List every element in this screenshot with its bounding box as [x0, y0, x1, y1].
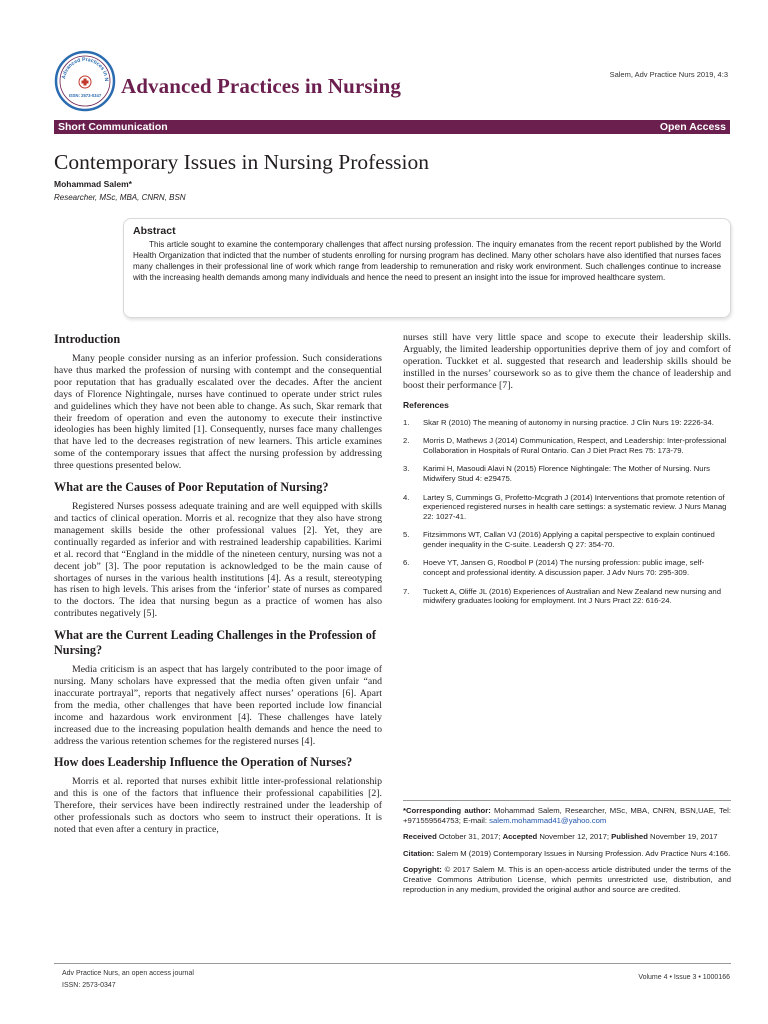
copyright-notice: Copyright: © 2017 Salem M. This is an open-access article distributed under the terms of the Creative Commons Attribution License, which permits unrestricted use, distribution, and reproduction in any medium, provided the original author and source are credited.	[403, 865, 731, 894]
causes-text: Registered Nurses possess adequate training and are well equipped with skills and tactics of clinical operation. Morris et al. recognize that they also have strong management skills beside the other professional values [2]. Yet, they are continually regarded as inferior and with restrained leadership capabilities. Karimi et al. record that “England in the middle of the nineteen century, nursing was not a decent job” [3]. The poor reputation is acknowledged to be the main cause of shortages of nurses in the various health institutions [4]. As a result, stereotyping has risen to high levels. This arises from the ‘inferior’ state of nurses as compared to the doctors. The idea that nursing begun as a practice of women has also contributes negatively [5].	[54, 501, 382, 620]
reference-item: 6. Hoeve YT, Jansen G, Roodbol P (2014) The nursing profession: public image, self-concept and professional identity. A discussion paper. J Adv Nurs 70: 295-309.	[403, 558, 705, 578]
challenges-heading: What are the Current Leading Challenges in the Profession of Nursing?	[54, 628, 376, 658]
leadership-text: Morris et al. reported that nurses exhibit little inter-professional relationship and this is one of the factors that influence their professional capabilities [2]. Therefore, their services have been indirectly restrained under the leadership of other professionals such as doctors who seem to instruct their operations. It is noted that even after a century in practice,	[54, 776, 382, 836]
challenges-text: Media criticism is an aspect that has largely contributed to the poor image of nursing. Many scholars have expressed that the media often given unfair “and inaccurate portrayal”, reports that negatively affect nurses’ operations [6]. Apart from the media, other challenges that have been reported include low financial income and hazardous work environment [4]. These challenges have lately increased due to the increasing population health demands and hence the need to address the various retention schemes for the registered nurses [4].	[54, 664, 382, 747]
logo-issn: ISSN: 2573-0347	[68, 93, 102, 98]
abstract-text: This article sought to examine the contemporary challenges that affect nursing profession. The inquiry emanates from the recent report published by the World Health Organization that indicted that the number of students enrolling for nursing program has declined. Many other scholars have also identified that nurses faces many challenges in their professional line of work which range from leadership to remuneration and risky work environment. Such challenges continue to increase with the increasing health demands among many individuals and hence the need to present an insight into the issue for improved healthcare system.	[133, 240, 721, 282]
left-column	[54, 332, 382, 844]
reference-item: 4. Lartey S, Cummings G, Profetto-Mcgrath J (2014) Interventions that promote retention of experienced registered nurses in health care settings: a systematic review. J Nurs Manag 22: 1027-41.	[403, 492, 727, 521]
journal-title: Advanced Practices in Nursing	[121, 74, 401, 98]
right-column	[403, 332, 731, 615]
article-type-banner	[54, 120, 730, 134]
leadership-text-continued: nurses still have very little space and scope to execute their leadership skills. Arguably, the limited leadership opportunities deprive them of joy and comfort of operation. Tuckket et al. suggested that research and leadership skills should be instilled in the nurses’ coursework so as to give them the chance of leadership and boost their performance [7].	[403, 332, 731, 391]
article-type-label: Short Communication	[58, 121, 168, 133]
article-citation: Citation: Salem M (2019) Contemporary Issues in Nursing Profession. Adv Practice Nurs 4:166.	[403, 848, 731, 858]
abstract-heading: Abstract	[133, 225, 176, 237]
reference-item: 2. Morris D, Mathews J (2014) Communication, Respect, and Leadership: Inter-professional Collaboration in Hospitals of Rural Ontario. Can J Diet Pract Res 75: 173-79.	[403, 436, 727, 455]
leadership-heading: How does Leadership Influence the Operation of Nurses?	[54, 755, 353, 770]
header-citation: Salem, Adv Practice Nurs 2019, 4:3	[609, 70, 728, 79]
causes-heading: What are the Causes of Poor Reputation of Nursing?	[54, 480, 329, 495]
intro-heading: Introduction	[54, 332, 121, 346]
footer-journal: Adv Practice Nurs, an open access journal	[62, 970, 194, 977]
corresponding-author: *Corresponding author: Mohammad Salem, Researcher, MSc, MBA, CNRN, BSN,UAE, Tel: +971559564753; E-mail: salem.mohammad41@yahoo.com	[403, 806, 731, 825]
references-list	[403, 418, 731, 606]
reference-item: 5. Fitzsimmons WT, Callan VJ (2016) Applying a capital perspective to explain continued gender inequality in the C-suite. Leadersh Q 27: 354-70.	[403, 530, 715, 549]
article-title: Contemporary Issues in Nursing Profession	[54, 150, 430, 174]
footer-volume: Volume 4 • Issue 3 • 1000166	[638, 974, 730, 981]
article-author: Mohammad Salem*	[54, 179, 132, 189]
reference-item: 1. Skar R (2010) The meaning of autonomy in nursing practice. J Clin Nurs 19: 2226-34.	[403, 417, 714, 427]
intro-text: Many people consider nursing as an inferior profession. Such considerations have thus marked the profession of nursing with contempt and the consequential poor reputation that has gradually escalated over the decades. After the ancient days of Florence Nightingale, nurses have continued to operate under strict rules and guidelines which they have not been able to change. As such, Skar remark that their freedom of operation and even the autonomy to execute their instinctive ideologies has been highly limited [1]. Consequently, nurses face many challenges that have led to the decreases registration of new learners. This article examines some of the contemporary issues that affect the nursing profession by addressing three questions presented below.	[54, 353, 382, 472]
references-heading: References	[403, 399, 449, 410]
footer-journal-info	[62, 968, 194, 992]
correspondence-box	[403, 800, 731, 901]
author-affiliation: Researcher, MSc, MBA, CNRN, BSN	[54, 193, 186, 202]
journal-logo	[54, 50, 116, 112]
footer-divider	[54, 963, 731, 964]
logo-arc-text: Advanced Practices in N	[61, 56, 110, 82]
reference-item: 3. Karimi H, Masoudi Alavi N (2015) Florence Nightingale: The Mother of Nursing. Nurs Midwifery Stud 4: e29475.	[403, 464, 710, 483]
article-dates: Received October 31, 2017; Accepted November 12, 2017; Published November 19, 2017	[403, 832, 718, 842]
author-email-link[interactable]: salem.mohammad41@yahoo.com	[489, 815, 607, 825]
footer-issn: ISSN: 2573-0347	[62, 982, 116, 989]
open-access-label: Open Access	[659, 121, 726, 133]
abstract-box	[123, 218, 731, 318]
reference-item: 7. Tuckett A, Oliffe JL (2016) Experiences of Australian and New Zealand new nursing and midwifery graduates looking for employment. Int J Nurs Pract 22: 616-24.	[403, 586, 721, 606]
